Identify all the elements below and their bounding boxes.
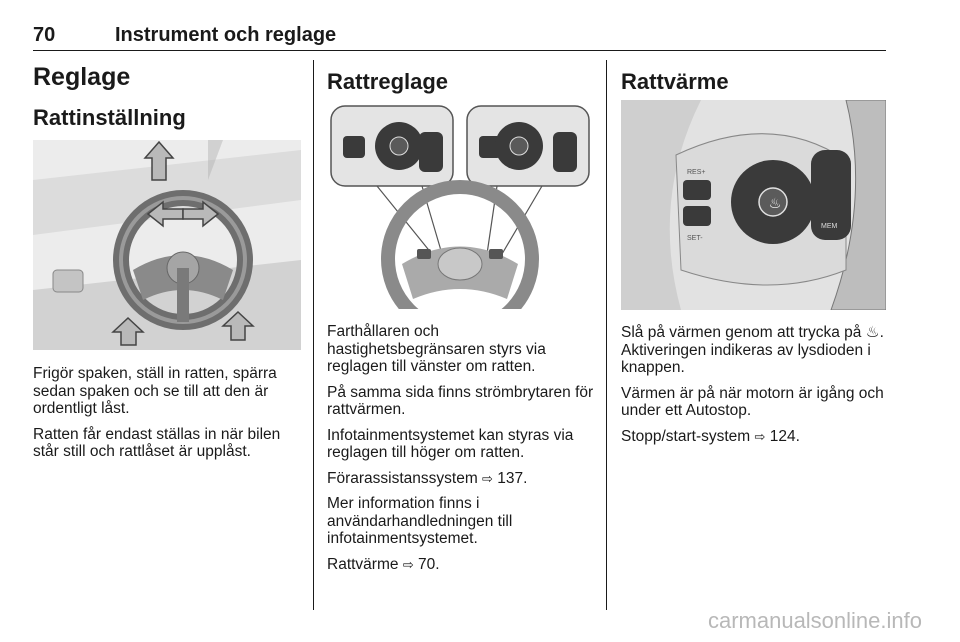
paragraph: Frigör spaken, ställ in ratten, spärra sedan spaken och se till att den är ordentligt låst. [33,365,277,417]
heat-symbol-icon: ♨ [768,196,782,212]
page-header [33,22,886,51]
cross-reference: Förarassistanssystem ⇨ 137. [327,469,528,487]
cross-reference: Rattvärme ⇨ 70. [327,555,440,573]
paragraph: Infotainmentsystemet kan styras via reglagen till höger om ratten. [327,426,574,461]
heated-wheel-illustration [621,100,886,310]
heated-wheel-drawing [621,100,886,310]
section-title: Rattvärme [621,69,729,94]
steering-adjust-illustration [33,140,301,350]
section-title: Rattreglage [327,69,449,94]
cross-reference: Stopp/start-system ⇨ 124. [621,427,800,445]
mem-label: MEM [821,223,838,230]
steering-controls-drawing [327,104,594,309]
res-label: RES+ [687,169,706,176]
column-divider [313,60,314,610]
paragraph: Slå på värmen genom att trycka på ♨. Aktiveringen indikeras av lysdioden i knappen. [621,324,884,376]
page-number: 70 [33,24,56,46]
chapter-title: Instrument och reglage [115,24,337,46]
col1-body [33,365,301,469]
xref-arrow-icon: ⇨ [754,428,766,444]
paragraph: Värmen är på när motorn är igång och under ett Autostop. [621,384,884,419]
paragraph: Farthållaren och hastighetsbegränsaren styrs via reglagen till vänster om ratten. [327,323,546,375]
section-title: Reglage [33,63,131,91]
steering-wheel-drawing [33,140,301,350]
xref-arrow-icon: ⇨ [482,470,493,486]
paragraph: Ratten får endast ställas in när bilen står still och rattlåset är upplåst. [33,425,281,460]
column-divider [606,60,607,610]
xref-arrow-icon: ⇨ [402,556,414,572]
paragraph: På samma sida finns strömbrytaren för rattvärmen. [327,383,594,418]
set-label: SET- [687,235,703,242]
steering-controls-illustration [327,104,594,309]
subsection-title: Rattinställning [33,105,186,130]
col2-body [327,323,594,581]
watermark: carmanualsonline.info [707,608,922,633]
paragraph: Mer information finns i användarhandledningen till infotainmentsystemet. [327,495,513,547]
steering-heat-icon: ♨ [865,324,880,341]
col3-body [621,324,886,453]
